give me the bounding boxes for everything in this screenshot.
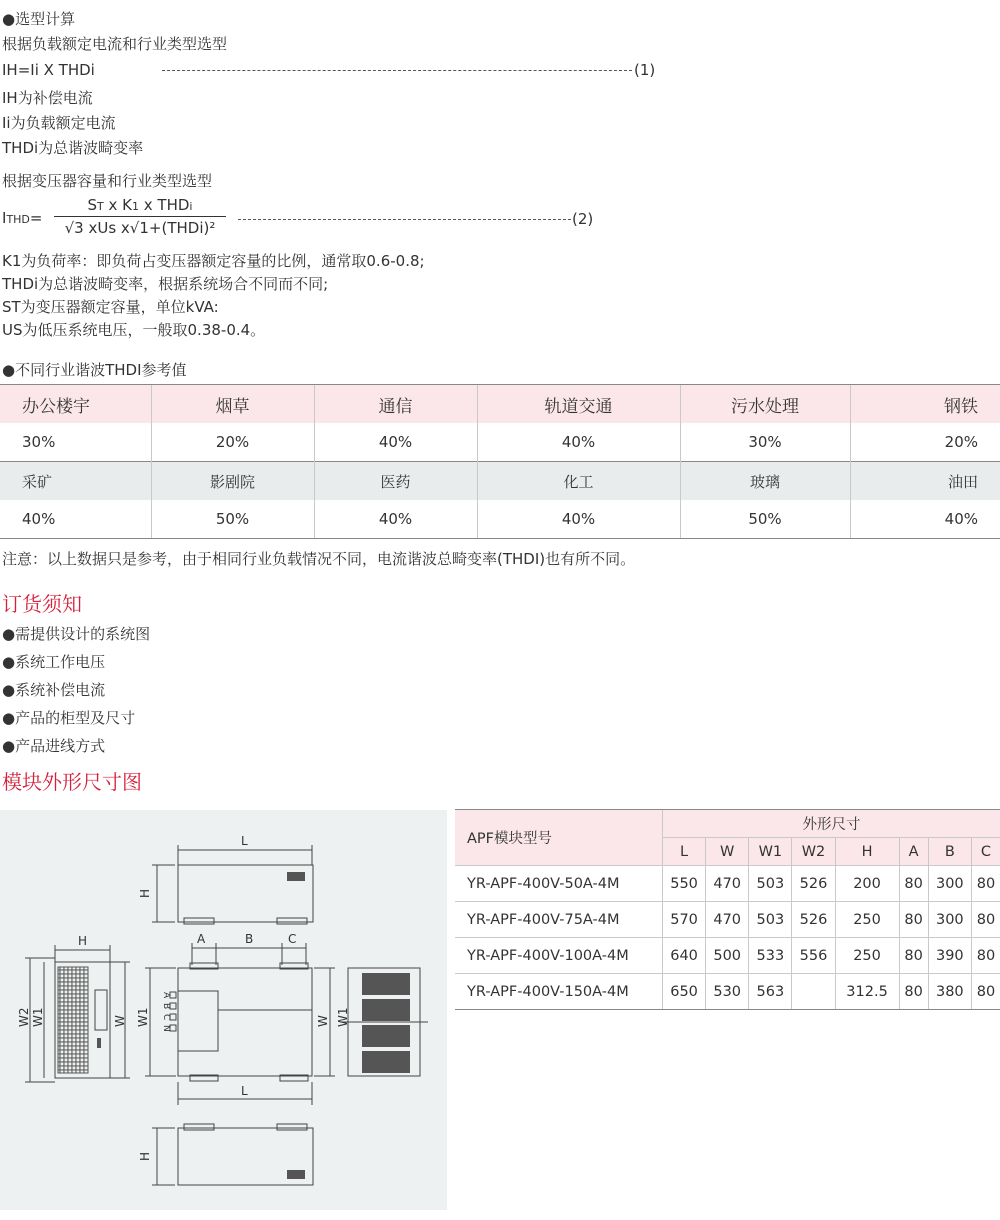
table-cell (792, 974, 835, 1010)
basis1: 根据负载额定电流和行业类型选型 (2, 35, 228, 53)
table-cell: 20% (850, 423, 1000, 462)
table-cell: 采矿 (0, 462, 151, 501)
table-cell: 380 (928, 974, 971, 1010)
dim-label-h-bottom: H (138, 1151, 152, 1161)
table-cell: 80 (899, 938, 928, 974)
order-item: ●需提供设计的系统图 (2, 625, 151, 643)
table-cell: 轨道交通 (477, 385, 680, 424)
dim-label-l: L (241, 834, 248, 848)
col-header: W (706, 838, 749, 866)
table-row (455, 974, 1000, 1010)
dim-label-w-front: W (316, 1015, 330, 1027)
table-cell: 300 (928, 866, 971, 902)
note-thdi: THDi为总谐波畸变率，根据系统场合不同而不同; (2, 275, 329, 293)
order-item: ●系统工作电压 (2, 653, 106, 671)
table-cell: 80 (971, 902, 1000, 938)
table-cell: 503 (749, 866, 792, 902)
table-cell: 80 (899, 902, 928, 938)
note-st: ST为变压器额定容量，单位kVA: (2, 298, 219, 316)
dim-label-w1-side: W1 (31, 1007, 45, 1027)
formula2-denominator: √3 xUs x√1+(THDi)² (64, 219, 216, 237)
terminal-label-b: B (161, 1003, 171, 1010)
table-cell: 40% (477, 423, 680, 462)
table-cell: 300 (928, 902, 971, 938)
model-header: APF模块型号 (455, 810, 663, 866)
table-row (0, 462, 1000, 501)
table-cell: 650 (663, 974, 706, 1010)
table-cell: 80 (971, 938, 1000, 974)
table-row (0, 423, 1000, 462)
table-cell: 影剧院 (151, 462, 314, 501)
col-header: W2 (792, 838, 835, 866)
table-cell: 250 (835, 938, 899, 974)
f2-eq: = (29, 209, 43, 227)
table-cell: 200 (835, 866, 899, 902)
thdi-table (0, 384, 1000, 539)
dim-label-w2: W2 (17, 1007, 31, 1027)
table-cell: 40% (0, 500, 151, 539)
table-cell: 503 (749, 902, 792, 938)
dimensions-title: 模块外形尺寸图 (2, 770, 142, 794)
table-cell: 80 (971, 974, 1000, 1010)
col-header: W1 (749, 838, 792, 866)
table-row (0, 500, 1000, 539)
dimension-drawing (0, 810, 447, 1210)
terminal-label-c: C (161, 1014, 171, 1021)
dim-label-h: H (138, 888, 152, 898)
dim-label-b: B (245, 932, 254, 946)
spec-table (455, 809, 1000, 1010)
model-cell: YR-APF-400V-100A-4M (455, 938, 663, 974)
table-cell: 390 (928, 938, 971, 974)
table-row (455, 866, 1000, 902)
table-cell: 80 (971, 866, 1000, 902)
table-cell: 550 (663, 866, 706, 902)
def-ii: Ii为负载额定电流 (2, 114, 116, 132)
table-cell: 570 (663, 902, 706, 938)
f2-num-a: S (87, 196, 98, 214)
table-cell: 526 (792, 866, 835, 902)
f2-num-a-sub: T (97, 200, 104, 213)
table-row (455, 810, 1000, 838)
formula1-leader (162, 70, 632, 71)
dim-label-a: A (197, 932, 206, 946)
table-cell: 30% (680, 423, 850, 462)
f2-lhs-sub: THD (6, 213, 30, 226)
formula2-numerator (54, 196, 226, 217)
table-cell: 污水处理 (680, 385, 850, 424)
table-cell: 油田 (850, 462, 1000, 501)
table-cell: 500 (706, 938, 749, 974)
formula2-leader (238, 219, 571, 220)
note-k1: K1为负荷率：即负荷占变压器额定容量的比例，通常取0.6-0.8; (2, 252, 425, 270)
table-row (455, 902, 1000, 938)
f2-num-c: x THD (139, 196, 190, 214)
f2-num-b: x K (103, 196, 133, 214)
table-row (455, 938, 1000, 974)
model-cell: YR-APF-400V-75A-4M (455, 902, 663, 938)
table-cell: 40% (850, 500, 1000, 539)
terminal-label-a: A (161, 992, 171, 999)
order-item: ●系统补偿电流 (2, 681, 106, 699)
calc-title: ●选型计算 (2, 10, 76, 28)
basis2: 根据变压器容量和行业类型选型 (2, 172, 213, 190)
table-cell: 办公楼宇 (0, 385, 151, 424)
table-cell: 50% (680, 500, 850, 539)
formula2-lhs (2, 209, 42, 227)
col-header: B (928, 838, 971, 866)
table-cell: 40% (314, 500, 477, 539)
table-cell: 526 (792, 902, 835, 938)
table-cell: 医药 (314, 462, 477, 501)
f2-lhs-main: I (2, 209, 7, 227)
f2-num-b-sub: 1 (132, 200, 140, 213)
def-thdi: THDi为总谐波畸变率 (2, 139, 144, 157)
note-us: US为低压系统电压，一般取0.38-0.4。 (2, 321, 266, 339)
table-cell: 80 (899, 866, 928, 902)
col-header: L (663, 838, 706, 866)
model-cell: YR-APF-400V-50A-4M (455, 866, 663, 902)
table-cell: 化工 (477, 462, 680, 501)
table-cell: 20% (151, 423, 314, 462)
table-cell: 80 (899, 974, 928, 1010)
table-cell: 玻璃 (680, 462, 850, 501)
table-cell: 530 (706, 974, 749, 1010)
dimension-drawing-svg (0, 810, 447, 1210)
dim-label-h-side: H (78, 934, 88, 948)
terminal-label-n: N (161, 1025, 171, 1032)
thdi-title: ●不同行业谐波THDI参考值 (2, 361, 187, 379)
table-cell: 533 (749, 938, 792, 974)
order-title: 订货须知 (2, 592, 82, 616)
dim-label-w1-front: W1 (136, 1007, 150, 1027)
def-ih: IH为补偿电流 (2, 89, 93, 107)
table-cell: 钢铁 (850, 385, 1000, 424)
table-cell: 470 (706, 866, 749, 902)
thdi-note: 注意：以上数据只是参考，由于相同行业负载情况不同，电流谐波总畸变率(THDI)也有所不同。 (2, 550, 636, 568)
table-cell: 烟草 (151, 385, 314, 424)
dim-label-w-side: W (113, 1015, 127, 1027)
f2-num-c-sub: i (189, 200, 193, 213)
formula1-number: (1) (634, 61, 656, 79)
table-cell: 250 (835, 902, 899, 938)
formula2-fraction (54, 196, 226, 237)
table-cell: 563 (749, 974, 792, 1010)
table-cell: 50% (151, 500, 314, 539)
col-header: H (835, 838, 899, 866)
table-cell: 640 (663, 938, 706, 974)
order-item: ●产品的柜型及尺寸 (2, 709, 136, 727)
table-cell: 通信 (314, 385, 477, 424)
dim-label-l-front: L (241, 1084, 248, 1098)
formula2-number: (2) (572, 210, 594, 228)
table-cell: 312.5 (835, 974, 899, 1010)
table-cell: 556 (792, 938, 835, 974)
group-header: 外形尺寸 (663, 810, 1000, 838)
order-item: ●产品进线方式 (2, 737, 106, 755)
formula1: IH=Ii X THDi (2, 61, 95, 79)
model-cell: YR-APF-400V-150A-4M (455, 974, 663, 1010)
table-cell: 470 (706, 902, 749, 938)
col-header: C (971, 838, 1000, 866)
table-row (0, 385, 1000, 424)
dim-label-w1-right: W1 (336, 1007, 350, 1027)
dim-label-c: C (288, 932, 297, 946)
table-cell: 30% (22, 433, 56, 451)
table-cell: 40% (314, 423, 477, 462)
table-cell: 40% (477, 500, 680, 539)
col-header: A (899, 838, 928, 866)
